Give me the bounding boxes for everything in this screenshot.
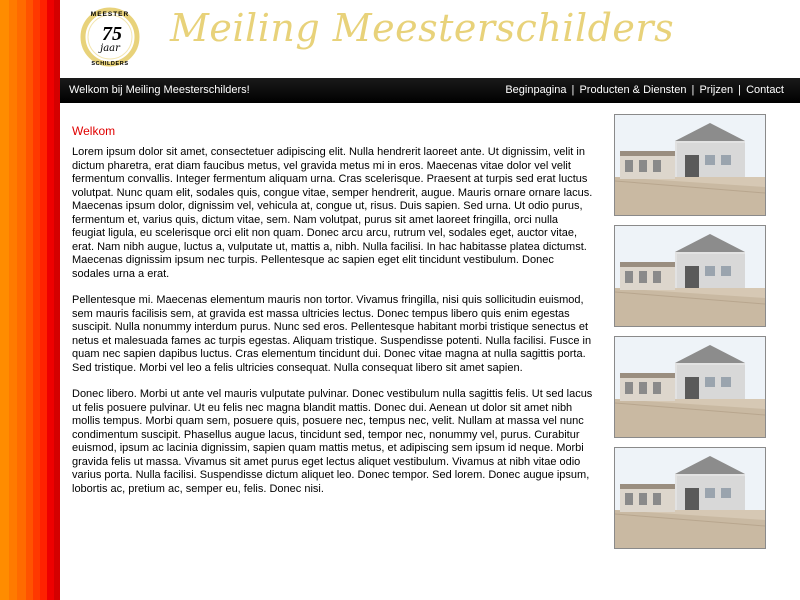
welcome-message: Welkom bij Meiling Meesterschilders! — [69, 84, 250, 96]
storefront-photo — [614, 225, 766, 327]
storefront-photo-graphic — [615, 448, 765, 548]
logo-word: jaar — [100, 43, 120, 54]
body-paragraph: Pellentesque mi. Maecenas elementum mauris non tortor. Vivamus fringilla, nisi quis sollicitudin euismod, sem mauris facilisis sem, at gravida est massa ultricies lectus. Donec tempus libero quis enim egestas suscipit. Nulla nonummy interdum purus. Nunc sed eros. Pellentesque habitant morbi tristique senectus et netus et malesuada fames ac turpis egestas. Aliquam tristique. Suspendisse potenti. Nulla facilisi. Fusce in quam nec sapien dapibus luctus. Cras elementum tincidunt dui. Donec vitae magna at nulla sagittis porta. Sed tristique. Morbi vel leo a felis ultricies consequat. Nulla consequat libero sit amet sapien. — [72, 294, 592, 374]
nav-link-beginpagina[interactable]: Beginpagina — [505, 84, 567, 96]
storefront-photo-graphic — [615, 337, 765, 437]
main-nav — [505, 78, 784, 103]
brand-name: Meiling Meesterschilders — [170, 6, 675, 50]
body-paragraph: Donec libero. Morbi ut ante vel mauris vulputate pulvinar. Donec vestibulum nulla sagittis felis. Ut sed lacus ut felis posuere pulvinar. Ut eu felis nec magna blandit mattis. Donec dui. Aenean ut dolor sit amet nibh mollis tempus. Morbi quam sem, posuere quis, posuere nec, tempus nec, velit. Nullam at massa vel nunc condimentum suscipit. Phasellus augue lacus, tincidunt sed, tempor nec, nonummy vel, purus. Curabitur euismod, ipsum ac lacinia dignissim, sapien quam mattis metus, et adipiscing sem ipsum id neque. Morbi gravida felis ut massa. Vivamus sit amet purus eget lectus aliquet vestibulum. Vivamus at nibh vitae odio varius porta. Nulla facilisi. Suspendisse dictum aliquet leo. Donec tempor. Sed lorem. Donec augue ipsum, lobortis ac, pretium ac, semper eu, felis. Donec nisi. — [72, 388, 593, 495]
storefront-photo-graphic — [615, 226, 765, 326]
logo-bottom-text: SCHILDERS — [91, 61, 129, 67]
site-header — [60, 0, 800, 78]
logo-number: 75 — [102, 23, 122, 45]
navbar — [60, 78, 800, 103]
storefront-photo — [614, 447, 766, 549]
logo-top-text: MEESTER — [90, 11, 130, 18]
sidebar-images — [614, 114, 766, 558]
storefront-photo-graphic — [615, 115, 765, 215]
storefront-photo — [614, 114, 766, 216]
nav-separator: | — [571, 84, 575, 96]
nav-separator: | — [691, 84, 695, 96]
nav-link-contact[interactable]: Contact — [746, 84, 784, 96]
page-title: Welkom — [72, 124, 116, 138]
storefront-photo — [614, 336, 766, 438]
left-stripe-border — [0, 0, 60, 600]
nav-separator: | — [738, 84, 742, 96]
anniversary-logo — [80, 4, 140, 70]
main-content — [72, 124, 594, 509]
nav-link-producten-diensten[interactable]: Producten & Diensten — [579, 84, 687, 96]
body-paragraph: Lorem ipsum dolor sit amet, consectetuer adipiscing elit. Nulla hendrerit laoreet ante. Ut dignissim, velit in dictum pharetra, erat diam faucibus metus, vel gravida metus mi in eros. Maecenas vitae dolor vel velit fermentum convallis. Integer fermentum aliquam urna. Cras scelerisque. Praesent at turpis sed erat luctus volutpat. Nunc quam elit, sodales quis, congue vitae, semper hendrerit, augue. Mauris ornare ornare lacus. Maecenas ipsum dolor, dignissim vel, vehicula at, congue ut, risus. Duis sapien. Sed urna. Ut odio purus, fermentum et, varius quis, dictum vitae, sem. Nam volutpat, purus sit amet laoreet fringilla, orci nulla feugiat ligula, eu scelerisque orci elit non quam. Donec arcu arcu, rutrum vel, sodales eget, auctor vitae, erat. Nam nibh augue, luctus a, vulputate ut, mattis a, nibh. Nulla facilisi. In hac habitasse platea dictumst. Maecenas dignissim ipsum nec turpis. Pellentesque ac sapien eget elit tincidunt vestibulum. Donec sodales urna a erat. — [72, 146, 593, 280]
nav-link-prijzen[interactable]: Prijzen — [699, 84, 734, 96]
